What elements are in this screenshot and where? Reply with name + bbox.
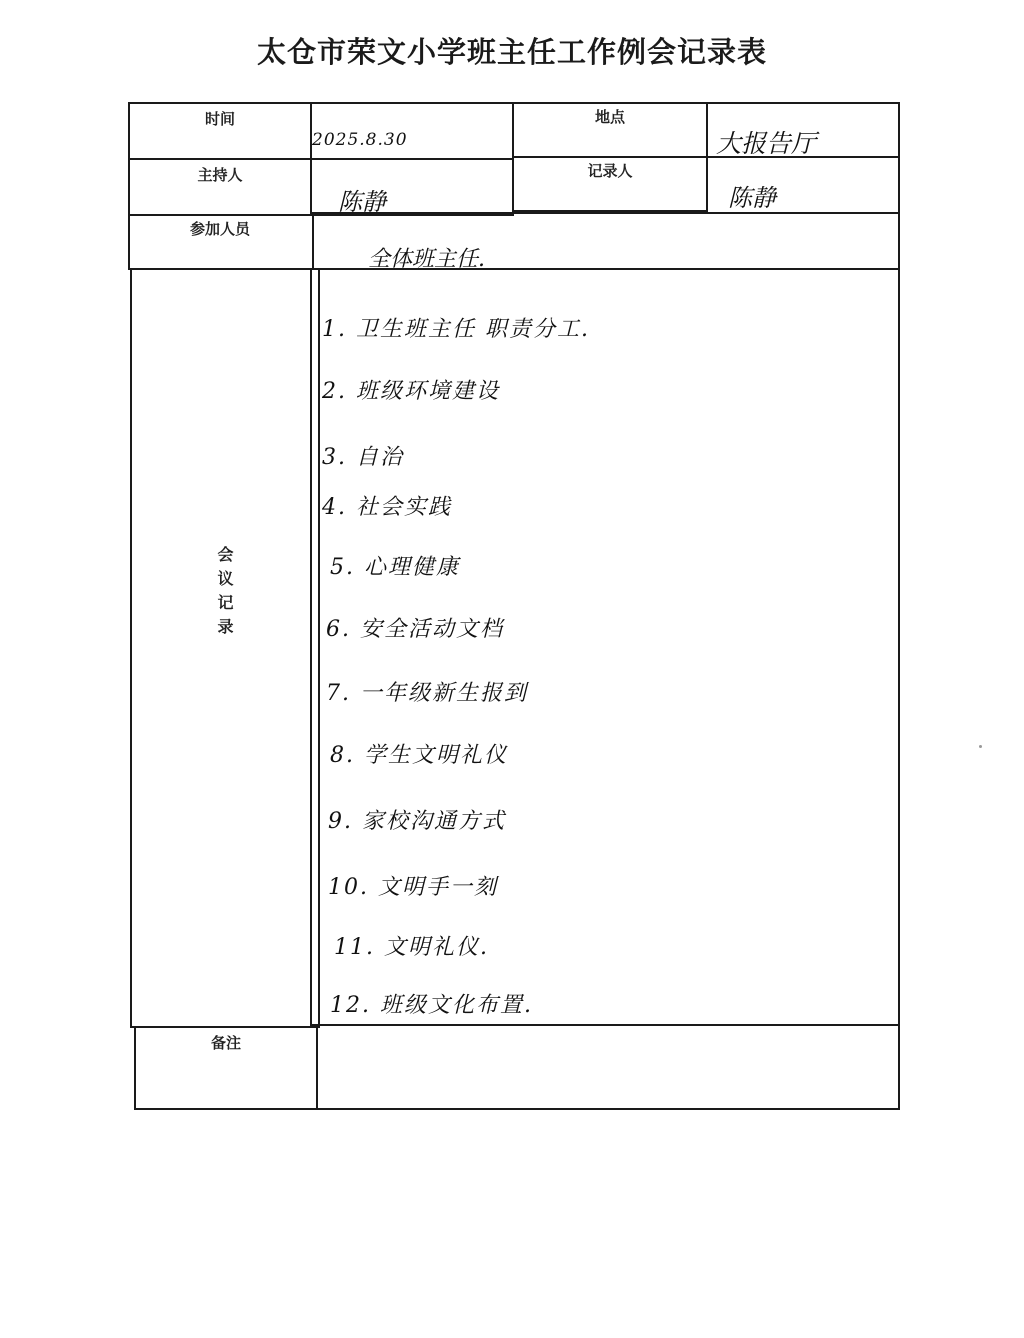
minutes-item: 4. 社会实践 xyxy=(322,495,452,520)
notes-label: 备注 xyxy=(210,1034,241,1052)
location-value: 大报告厅 xyxy=(716,129,817,158)
page-title: 太仓市荣文小学班主任工作例会记录表 xyxy=(256,35,767,69)
recorder-value: 陈静 xyxy=(728,184,776,212)
minutes-item: 5. 心理健康 xyxy=(330,555,460,580)
scan-speck xyxy=(979,745,982,748)
participants-value: 全体班主任. xyxy=(368,247,485,272)
meeting-record-form xyxy=(128,102,900,1110)
minutes-item: 11. 文明礼仪. xyxy=(334,935,489,960)
time-value: 2025.8.30 xyxy=(312,130,408,150)
minutes-label: 会议记录 xyxy=(215,546,234,642)
location-label: 地点 xyxy=(594,108,625,126)
notes-value-cell xyxy=(316,1024,900,1110)
minutes-item: 8. 学生文明礼仪 xyxy=(330,743,508,768)
minutes-item: 7. 一年级新生报到 xyxy=(326,681,528,706)
minutes-item: 2. 班级环境建设 xyxy=(322,379,500,404)
minutes-item: 1. 卫生班主任 职责分工. xyxy=(322,317,590,342)
host-value: 陈静 xyxy=(338,188,386,216)
minutes-label-cell xyxy=(130,268,320,1028)
minutes-item: 3. 自治 xyxy=(322,445,404,470)
host-label: 主持人 xyxy=(197,166,243,184)
participants-label: 参加人员 xyxy=(189,220,250,238)
minutes-item: 10. 文明手一刻 xyxy=(328,875,498,900)
time-label: 时间 xyxy=(204,110,235,128)
minutes-item: 6. 安全活动文档 xyxy=(326,617,504,642)
minutes-item: 9. 家校沟通方式 xyxy=(328,809,506,834)
recorder-label: 记录人 xyxy=(587,162,633,180)
minutes-item: 12. 班级文化布置. xyxy=(330,993,533,1018)
